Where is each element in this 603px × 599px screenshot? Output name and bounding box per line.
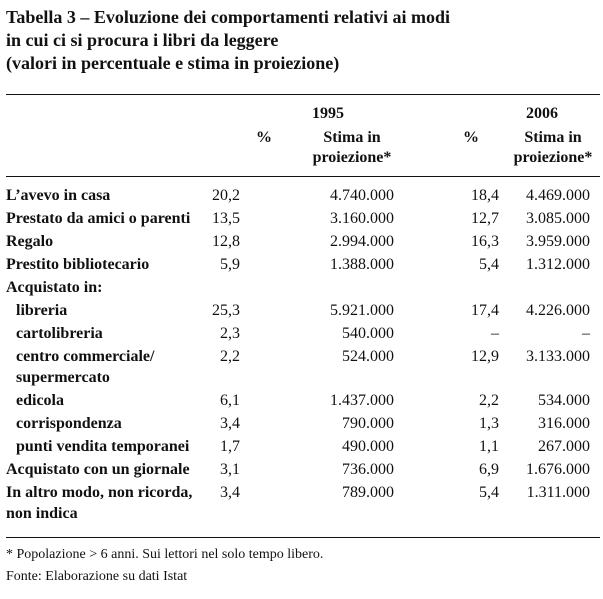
row-label: [6, 459, 190, 480]
table-row: [6, 413, 600, 436]
title-line-3: (valori in percentuale e stima in proiezione): [6, 53, 340, 73]
row-label: [6, 254, 149, 275]
table-row: [6, 346, 600, 390]
cell-pct1995: 12,8: [212, 233, 240, 250]
row-label-line: centro commerciale/: [16, 348, 155, 365]
header-rule: [6, 176, 600, 177]
estimate-2006-header: [503, 128, 603, 168]
row-label: [16, 390, 64, 411]
cell-pct1995: 13,5: [212, 210, 240, 227]
estimate-1995-line2: proiezione*: [312, 149, 392, 166]
cell-pct2006: 6,9: [479, 461, 499, 478]
cell-est1995: 5.921.000: [330, 302, 394, 319]
cell-est1995: 490.000: [342, 438, 394, 455]
table-row: [6, 185, 600, 208]
cell-est2006: 267.000: [538, 438, 590, 455]
row-label: [16, 346, 154, 388]
bottom-rule: [6, 537, 600, 538]
table-row: [6, 208, 600, 231]
row-label-line: edicola: [16, 392, 64, 409]
estimate-1995-line1: Stima in: [323, 129, 381, 146]
cell-est2006: 1.312.000: [526, 256, 590, 273]
row-label: [6, 185, 110, 206]
cell-est1995: 790.000: [342, 415, 394, 432]
table-row: [6, 277, 600, 300]
cell-pct2006: 5,4: [479, 256, 499, 273]
cell-pct1995: 6,1: [220, 392, 240, 409]
row-label: [16, 413, 122, 434]
cell-est1995: 789.000: [342, 484, 394, 501]
cell-pct1995: 2,3: [220, 325, 240, 342]
table-row: [6, 254, 600, 277]
table-row: [6, 323, 600, 346]
table-title: [6, 6, 450, 75]
estimate-2006-line2: proiezione*: [513, 149, 593, 166]
cell-est1995: 1.437.000: [330, 392, 394, 409]
cell-est1995: 4.740.000: [330, 187, 394, 204]
cell-pct1995: 25,3: [212, 302, 240, 319]
table-row: [6, 436, 600, 459]
cell-pct2006: 17,4: [471, 302, 499, 319]
row-label-line: non indica: [6, 505, 78, 522]
cell-est1995: 540.000: [342, 325, 394, 342]
cell-est1995: 1.388.000: [330, 256, 394, 273]
cell-pct1995: 3,4: [220, 484, 240, 501]
cell-est2006: –: [582, 325, 590, 342]
row-label-line: L’avevo in casa: [6, 187, 111, 204]
cell-est2006: 316.000: [538, 415, 590, 432]
table-row: [6, 231, 600, 254]
cell-pct2006: 12,7: [471, 210, 499, 227]
cell-pct1995: 3,1: [220, 461, 240, 478]
cell-pct2006: 18,4: [471, 187, 499, 204]
row-label: [6, 208, 190, 229]
footnote: * Popolazione > 6 anni. Sui lettori nel solo tempo libero.: [6, 547, 324, 562]
title-line-2: in cui ci si procura i libri da leggere: [6, 30, 279, 50]
cell-pct1995: 3,4: [220, 415, 240, 432]
cell-pct2006: –: [491, 325, 499, 342]
table-row: [6, 300, 600, 323]
cell-pct1995: 2,2: [220, 348, 240, 365]
row-label-line: supermercato: [16, 369, 110, 386]
row-label-line: Acquistato in:: [6, 279, 103, 296]
row-label-line: In altro modo, non ricorda,: [6, 484, 193, 501]
row-label-line: cartolibreria: [16, 325, 103, 342]
table-row: [6, 482, 600, 526]
cell-est2006: 3.133.000: [526, 348, 590, 365]
year-1995-header: 1995: [312, 105, 344, 122]
row-label-line: Prestato da amici o parenti: [6, 210, 191, 227]
cell-pct2006: 1,3: [479, 415, 499, 432]
table-row: [6, 390, 600, 413]
cell-pct2006: 1,1: [479, 438, 499, 455]
row-label: [6, 277, 102, 298]
cell-est1995: 2.994.000: [330, 233, 394, 250]
row-label-line: Prestito bibliotecario: [6, 256, 150, 273]
cell-est1995: 3.160.000: [330, 210, 394, 227]
title-line-1: Tabella 3 – Evoluzione dei comportamenti relativi ai modi: [6, 7, 450, 27]
top-rule: [6, 94, 600, 95]
cell-est2006: 4.469.000: [526, 187, 590, 204]
cell-pct1995: 1,7: [220, 438, 240, 455]
row-label: [6, 482, 192, 524]
row-label: [16, 436, 189, 457]
cell-pct1995: 5,9: [220, 256, 240, 273]
cell-est2006: 534.000: [538, 392, 590, 409]
row-label-line: libreria: [16, 302, 68, 319]
source-note: Fonte: Elaborazione su dati Istat: [6, 569, 188, 584]
cell-pct2006: 5,4: [479, 484, 499, 501]
pct-2006-header: %: [463, 129, 479, 146]
cell-est2006: 4.226.000: [526, 302, 590, 319]
cell-pct2006: 2,2: [479, 392, 499, 409]
row-label-line: corrispondenza: [16, 415, 122, 432]
cell-est1995: 736.000: [342, 461, 394, 478]
row-label-line: Regalo: [6, 233, 54, 250]
row-label-line: Acquistato con un giornale: [6, 461, 190, 478]
cell-pct2006: 16,3: [471, 233, 499, 250]
table-body: [6, 185, 600, 526]
row-label: [6, 231, 53, 252]
cell-est2006: 1.676.000: [526, 461, 590, 478]
table-row: [6, 459, 600, 482]
estimate-1995-header: [300, 128, 404, 168]
row-label-line: punti vendita temporanei: [16, 438, 190, 455]
cell-est2006: 3.085.000: [526, 210, 590, 227]
estimate-2006-line1: Stima in: [524, 129, 582, 146]
cell-est2006: 3.959.000: [526, 233, 590, 250]
row-label: [16, 323, 103, 344]
pct-1995-header: %: [256, 129, 272, 146]
row-label: [16, 300, 67, 321]
cell-est2006: 1.311.000: [526, 484, 590, 501]
cell-pct2006: 12,9: [471, 348, 499, 365]
year-2006-header: 2006: [526, 105, 558, 122]
cell-pct1995: 20,2: [212, 187, 240, 204]
cell-est1995: 524.000: [342, 348, 394, 365]
